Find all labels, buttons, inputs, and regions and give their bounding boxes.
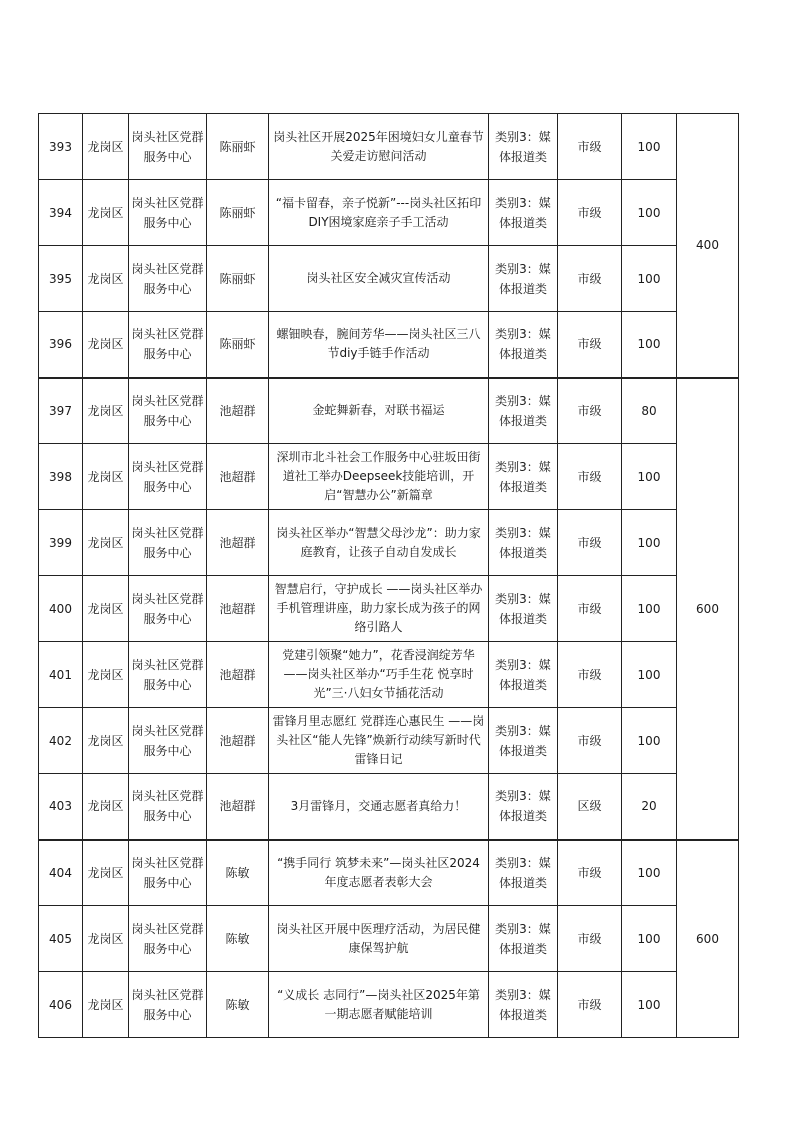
- cell-person: 池超群: [207, 708, 269, 774]
- cell-organization: 岗头社区党群服务中心: [129, 246, 207, 312]
- cell-title: 金蛇舞新春，对联书福运: [269, 378, 489, 444]
- cell-district: 龙岗区: [83, 180, 129, 246]
- cell-organization: 岗头社区党群服务中心: [129, 510, 207, 576]
- cell-district: 龙岗区: [83, 444, 129, 510]
- cell-organization: 岗头社区党群服务中心: [129, 642, 207, 708]
- cell-organization: 岗头社区党群服务中心: [129, 114, 207, 180]
- cell-district: 龙岗区: [83, 972, 129, 1038]
- cell-title: 岗头社区开展2025年困境妇女儿童春节关爱走访慰问活动: [269, 114, 489, 180]
- cell-level: 市级: [558, 642, 622, 708]
- cell-score: 100: [622, 444, 677, 510]
- cell-category: 类别3：媒体报道类: [489, 180, 558, 246]
- cell-person: 陈丽虾: [207, 312, 269, 378]
- table-row: [39, 972, 739, 1038]
- cell-organization: 岗头社区党群服务中心: [129, 378, 207, 444]
- table-row: [39, 510, 739, 576]
- cell-title: “福卡留春，亲子悦新”---岗头社区拓印DIY困境家庭亲子手工活动: [269, 180, 489, 246]
- cell-score: 100: [622, 972, 677, 1038]
- cell-person: 池超群: [207, 774, 269, 840]
- cell-group-total: 600: [677, 840, 739, 1038]
- table-row: [39, 444, 739, 510]
- table-row: [39, 708, 739, 774]
- cell-district: 龙岗区: [83, 774, 129, 840]
- cell-category: 类别3：媒体报道类: [489, 972, 558, 1038]
- cell-score: 100: [622, 708, 677, 774]
- cell-number: 397: [39, 378, 83, 444]
- cell-district: 龙岗区: [83, 576, 129, 642]
- cell-level: 市级: [558, 312, 622, 378]
- cell-score: 100: [622, 840, 677, 906]
- cell-person: 池超群: [207, 642, 269, 708]
- cell-person: 陈丽虾: [207, 114, 269, 180]
- cell-number: 394: [39, 180, 83, 246]
- cell-organization: 岗头社区党群服务中心: [129, 708, 207, 774]
- cell-score: 100: [622, 576, 677, 642]
- cell-number: 398: [39, 444, 83, 510]
- cell-title: 雷锋月里志愿红 党群连心惠民生 ——岗头社区“能人先锋”焕新行动续写新时代雷锋日记: [269, 708, 489, 774]
- cell-person: 陈敏: [207, 906, 269, 972]
- cell-person: 池超群: [207, 378, 269, 444]
- cell-score: 100: [622, 180, 677, 246]
- cell-person: 陈敏: [207, 972, 269, 1038]
- cell-organization: 岗头社区党群服务中心: [129, 312, 207, 378]
- cell-number: 396: [39, 312, 83, 378]
- cell-number: 404: [39, 840, 83, 906]
- cell-district: 龙岗区: [83, 840, 129, 906]
- cell-person: 陈敏: [207, 840, 269, 906]
- cell-category: 类别3：媒体报道类: [489, 312, 558, 378]
- cell-level: 区级: [558, 774, 622, 840]
- cell-number: 401: [39, 642, 83, 708]
- cell-organization: 岗头社区党群服务中心: [129, 906, 207, 972]
- table-row: [39, 840, 739, 906]
- cell-person: 池超群: [207, 576, 269, 642]
- cell-number: 405: [39, 906, 83, 972]
- cell-district: 龙岗区: [83, 246, 129, 312]
- cell-organization: 岗头社区党群服务中心: [129, 840, 207, 906]
- cell-number: 402: [39, 708, 83, 774]
- cell-group-total: 400: [677, 114, 739, 378]
- cell-level: 市级: [558, 906, 622, 972]
- cell-title: 深圳市北斗社会工作服务中心驻坂田街道社工举办Deepseek技能培训，开启“智慧办公”新篇章: [269, 444, 489, 510]
- cell-number: 399: [39, 510, 83, 576]
- cell-category: 类别3：媒体报道类: [489, 840, 558, 906]
- cell-category: 类别3：媒体报道类: [489, 378, 558, 444]
- table-row: [39, 312, 739, 378]
- cell-district: 龙岗区: [83, 906, 129, 972]
- cell-category: 类别3：媒体报道类: [489, 708, 558, 774]
- cell-title: “携手同行 筑梦未来”—岗头社区2024年度志愿者表彰大会: [269, 840, 489, 906]
- table-row: [39, 906, 739, 972]
- cell-title: “义成长 志同行”—岗头社区2025年第一期志愿者赋能培训: [269, 972, 489, 1038]
- table-row: [39, 180, 739, 246]
- cell-category: 类别3：媒体报道类: [489, 246, 558, 312]
- cell-district: 龙岗区: [83, 114, 129, 180]
- cell-district: 龙岗区: [83, 642, 129, 708]
- cell-district: 龙岗区: [83, 378, 129, 444]
- cell-number: 393: [39, 114, 83, 180]
- cell-person: 陈丽虾: [207, 180, 269, 246]
- cell-number: 406: [39, 972, 83, 1038]
- cell-category: 类别3：媒体报道类: [489, 114, 558, 180]
- cell-score: 100: [622, 312, 677, 378]
- cell-district: 龙岗区: [83, 708, 129, 774]
- cell-level: 市级: [558, 576, 622, 642]
- cell-level: 市级: [558, 708, 622, 774]
- cell-title: 岗头社区开展中医理疗活动，为居民健康保驾护航: [269, 906, 489, 972]
- cell-score: 100: [622, 246, 677, 312]
- records-table: [38, 113, 739, 1038]
- cell-person: 池超群: [207, 444, 269, 510]
- cell-score: 100: [622, 906, 677, 972]
- cell-title: 岗头社区安全减灾宣传活动: [269, 246, 489, 312]
- cell-district: 龙岗区: [83, 510, 129, 576]
- cell-number: 400: [39, 576, 83, 642]
- cell-level: 市级: [558, 180, 622, 246]
- cell-score: 100: [622, 510, 677, 576]
- cell-level: 市级: [558, 378, 622, 444]
- cell-title: 3月雷锋月，交通志愿者真给力！: [269, 774, 489, 840]
- table-row: [39, 246, 739, 312]
- cell-group-total: 600: [677, 378, 739, 840]
- cell-category: 类别3：媒体报道类: [489, 576, 558, 642]
- table-row: [39, 378, 739, 444]
- cell-title: 螺钿映春，腕间芳华——岗头社区三八节diy手链手作活动: [269, 312, 489, 378]
- cell-score: 100: [622, 114, 677, 180]
- cell-score: 80: [622, 378, 677, 444]
- table-row: [39, 642, 739, 708]
- cell-level: 市级: [558, 840, 622, 906]
- cell-district: 龙岗区: [83, 312, 129, 378]
- cell-score: 100: [622, 642, 677, 708]
- cell-person: 池超群: [207, 510, 269, 576]
- cell-level: 市级: [558, 246, 622, 312]
- cell-score: 20: [622, 774, 677, 840]
- table-row: [39, 774, 739, 840]
- cell-category: 类别3：媒体报道类: [489, 642, 558, 708]
- cell-category: 类别3：媒体报道类: [489, 774, 558, 840]
- cell-organization: 岗头社区党群服务中心: [129, 774, 207, 840]
- cell-category: 类别3：媒体报道类: [489, 444, 558, 510]
- cell-person: 陈丽虾: [207, 246, 269, 312]
- cell-level: 市级: [558, 114, 622, 180]
- cell-organization: 岗头社区党群服务中心: [129, 972, 207, 1038]
- cell-level: 市级: [558, 972, 622, 1038]
- cell-category: 类别3：媒体报道类: [489, 510, 558, 576]
- table-row: [39, 576, 739, 642]
- table-row: [39, 114, 739, 180]
- cell-title: 岗头社区举办“智慧父母沙龙”：助力家庭教育，让孩子自动自发成长: [269, 510, 489, 576]
- cell-category: 类别3：媒体报道类: [489, 906, 558, 972]
- cell-number: 395: [39, 246, 83, 312]
- cell-organization: 岗头社区党群服务中心: [129, 444, 207, 510]
- cell-title: 党建引领聚“她力”，花香浸润绽芳华 ——岗头社区举办“巧手生花 悦享时光”三·八妇女节插花活动: [269, 642, 489, 708]
- cell-number: 403: [39, 774, 83, 840]
- cell-organization: 岗头社区党群服务中心: [129, 576, 207, 642]
- cell-level: 市级: [558, 510, 622, 576]
- cell-level: 市级: [558, 444, 622, 510]
- cell-organization: 岗头社区党群服务中心: [129, 180, 207, 246]
- cell-title: 智慧启行，守护成长 ——岗头社区举办手机管理讲座，助力家长成为孩子的网络引路人: [269, 576, 489, 642]
